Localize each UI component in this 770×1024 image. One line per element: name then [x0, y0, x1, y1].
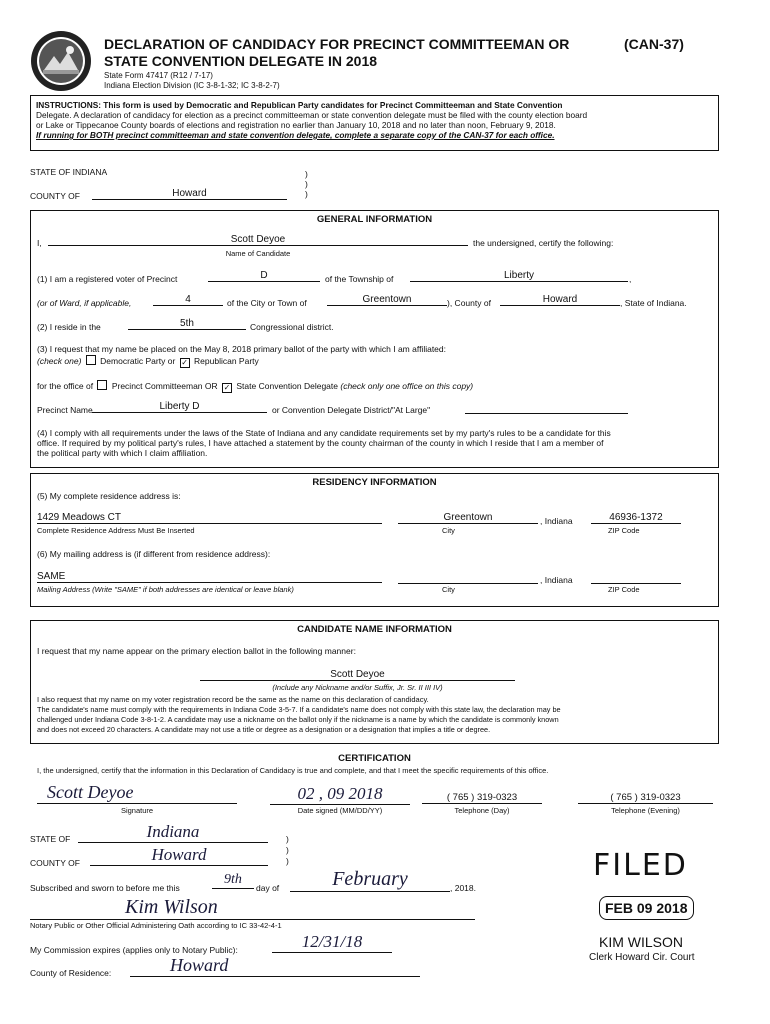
residence-city-field[interactable]: Greentown [398, 512, 538, 524]
delegate-district-field[interactable] [465, 401, 628, 414]
sworn-year: , 2018. [450, 883, 476, 893]
candidate-name-field[interactable]: Scott Deyoe [48, 234, 468, 246]
item3-line1: (3) I request that my name be placed on the May 8, 2018 primary ballot of the party with which I am affiliated: [37, 344, 446, 354]
filed-text: FILED [593, 848, 688, 883]
form-code: (CAN-37) [624, 36, 684, 52]
residence-county-field[interactable]: Howard [130, 955, 420, 977]
notary-county-label: COUNTY OF [30, 858, 80, 868]
brace: ) [305, 169, 308, 179]
residency-heading: RESIDENCY INFORMATION [312, 477, 437, 488]
state-seal-logo [30, 30, 92, 92]
date-signed-caption: Date signed (MM/DD/YY) [297, 806, 383, 815]
date-signed-field[interactable]: 02 , 09 2018 [270, 784, 410, 805]
certification-heading: CERTIFICATION [338, 753, 411, 764]
notary-state-label: STATE OF [30, 834, 71, 844]
township-field[interactable]: Liberty [410, 270, 628, 282]
instructions-line2: Delegate. A declaration of candidacy for election as a precinct committeeman or state convention delegate must be filed with the county election board [36, 110, 588, 120]
filed-date: FEB 09 2018 [599, 896, 694, 920]
clerk-name: KIM WILSON [599, 934, 684, 950]
mailing-city-field[interactable] [398, 571, 538, 584]
district-suffix: Congressional district. [250, 322, 334, 332]
name-info-line3: challenged under Indiana Code 3-8-1-2. A candidate may use a nickname on the ballot only if the nickname is a name by which the candidate is commonly known [37, 715, 559, 724]
form-title-line1: DECLARATION OF CANDIDACY FOR PRECINCT COMMITTEEMAN OR [104, 36, 570, 52]
state-form-number: State Form 47417 (R12 / 7-17) [104, 71, 213, 80]
item5-label: (5) My complete residence address is: [37, 491, 181, 501]
ballot-name-field[interactable]: Scott Deyoe [200, 669, 515, 681]
city-label: of the City or Town of [227, 298, 307, 308]
office-row [37, 380, 473, 393]
residence-zip-field[interactable]: 46936-1372 [591, 512, 681, 524]
name-info-line2: The candidate's name must comply with the requirements in Indiana Code 3-5-7. If a candidate's name does not comply with this state law, the declaration may be [37, 705, 561, 714]
mailing-address-field[interactable]: SAME [37, 571, 382, 583]
sworn-day-field[interactable]: 9th [212, 872, 254, 889]
precinct-committeeman-label: Precinct Committeeman OR [111, 381, 218, 391]
mailing-zip-caption: ZIP Code [608, 585, 640, 594]
brace: ) [286, 856, 289, 866]
brace: ) [286, 845, 289, 855]
instructions-box [30, 95, 719, 151]
brace: ) [305, 189, 308, 199]
name-caption: Name of Candidate [225, 249, 291, 258]
mailing-city-caption: City [442, 585, 455, 594]
ward-prefix: (or of Ward, if applicable, [37, 298, 132, 308]
residence-address-field[interactable]: 1429 Meadows CT [37, 512, 382, 524]
item4-line2: office. If required by my political party's rules, I have attached a statement by the county chairman of the county in which I reside that I am a member of [37, 438, 604, 448]
democratic-label: Democratic Party or [100, 356, 176, 366]
instructions-line3: or Lake or Tippecanoe County boards of elections and registration no earlier than January 10, 2018 and no later than noon, February 9, 2018. [36, 120, 556, 130]
commission-label: My Commission expires (applies only to Notary Public): [30, 945, 238, 955]
mailing-caption: Mailing Address (Write "SAME" if both addresses are identical or leave blank) [37, 585, 294, 594]
county-field[interactable]: Howard [92, 188, 287, 200]
republican-label: Republican Party [194, 356, 259, 366]
mailing-zip-field[interactable] [591, 571, 681, 584]
filed-stamp [585, 848, 725, 973]
ballot-name-caption: (Include any Nickname and/or Suffix, Jr. Sr. II III IV) [272, 683, 443, 692]
notary-caption: Notary Public or Other Official Administering Oath according to IC 33-42-4-1 [30, 921, 282, 930]
instructions-line1: INSTRUCTIONS: This form is used by Democratic and Republican Party candidates for Precinct Committeeman and State Convention [36, 100, 563, 110]
item6-label: (6) My mailing address is (if different from residence address): [37, 549, 271, 559]
residence-city-caption: City [442, 526, 455, 535]
state-suffix: , State of Indiana. [620, 298, 687, 308]
name-info-line4: and does not exceed 20 characters. A candidate may not use a title or degree as a designation or a designation that implies a title or degree. [37, 725, 491, 734]
item2-prefix: (2) I reside in the [37, 322, 101, 332]
democratic-checkbox[interactable] [86, 355, 96, 365]
county-of-label: ), County of [447, 298, 491, 308]
ballot-request: I request that my name appear on the primary election ballot in the following manner: [37, 646, 356, 656]
precinct-name-field[interactable]: Liberty D [92, 401, 267, 413]
sworn-prefix: Subscribed and sworn to before me this [30, 883, 180, 893]
delegate-district-label: or Convention Delegate District/"At Large" [272, 405, 431, 415]
general-county-field[interactable]: Howard [500, 294, 620, 306]
certification-statement: I, the undersigned, certify that the information in this Declaration of Candidacy is true and complete, and that I meet the specific requirements of this office. [37, 766, 549, 775]
phone-evening-field[interactable]: ( 765 ) 319-0323 [578, 792, 713, 804]
instructions-line4: If running for BOTH precinct committeeman and state convention delegate, complete a separate copy of the CAN-37 for each office. [36, 130, 555, 140]
certify-text: the undersigned, certify the following: [473, 238, 614, 248]
precinct-field[interactable]: D [208, 270, 320, 282]
state-label: STATE OF INDIANA [30, 167, 108, 177]
notary-county-field[interactable]: Howard [90, 845, 268, 866]
residence-indiana: , Indiana [540, 516, 573, 526]
office-prefix: for the office of [37, 381, 94, 391]
signature-caption: Signature [120, 806, 154, 815]
state-convention-delegate-checkbox[interactable]: ✓ [223, 383, 231, 392]
precinct-name-label: Precinct Name [37, 405, 93, 415]
election-division: Indiana Election Division (IC 3-8-1-32; IC 3-8-2-7) [104, 81, 280, 90]
ward-field[interactable]: 4 [153, 294, 223, 306]
district-field[interactable]: 5th [128, 318, 246, 330]
item4-line1: (4) I comply with all requirements under the laws of the State of Indiana and any candidate requirements set by my party's rules to be a candidate for this [37, 428, 611, 438]
residence-zip-caption: ZIP Code [608, 526, 640, 535]
check-one-label: (check one) [37, 356, 82, 366]
city-field[interactable]: Greentown [327, 294, 447, 306]
i-label: I, [37, 238, 42, 248]
notary-state-field[interactable]: Indiana [78, 822, 268, 843]
candidate-name-heading: CANDIDATE NAME INFORMATION [297, 624, 452, 635]
brace: ) [305, 179, 308, 189]
phone-day-caption: Telephone (Day) [454, 806, 510, 815]
sworn-month-field[interactable]: February [290, 868, 450, 892]
precinct-committeeman-checkbox[interactable] [97, 380, 107, 390]
commission-field[interactable]: 12/31/18 [272, 932, 392, 953]
name-info-line1: I also request that my name on my voter registration record be the same as the name on this declaration of candidacy. [37, 695, 429, 704]
office-note: (check only one office on this copy) [340, 381, 474, 391]
candidate-signature-field[interactable]: Scott Deyoe [37, 782, 237, 804]
item1-prefix: (1) I am a registered voter of Precinct [37, 274, 178, 284]
republican-checkbox[interactable]: ✓ [181, 358, 188, 367]
address-caption: Complete Residence Address Must Be Inserted [37, 526, 195, 535]
general-information-heading: GENERAL INFORMATION [316, 214, 433, 225]
residence-label: County of Residence: [30, 968, 112, 978]
phone-day-field[interactable]: ( 765 ) 319-0323 [422, 792, 542, 804]
clerk-title: Clerk Howard Cir. Court [589, 952, 695, 963]
comma: , [629, 274, 632, 284]
state-convention-delegate-label: State Convention Delegate [236, 381, 338, 391]
mailing-indiana: , Indiana [540, 575, 573, 585]
form-title-line2: STATE CONVENTION DELEGATE IN 2018 [104, 53, 378, 69]
township-label: of the Township of [325, 274, 394, 284]
county-label: COUNTY OF [30, 191, 80, 201]
phone-evening-caption: Telephone (Evening) [611, 806, 680, 815]
sworn-day-of: day of [256, 883, 280, 893]
item4-line3: the political party with which I claim affiliation. [37, 448, 208, 458]
party-choice-row [37, 355, 259, 368]
brace: ) [286, 834, 289, 844]
notary-signature-field[interactable]: Kim Wilson [30, 896, 475, 920]
